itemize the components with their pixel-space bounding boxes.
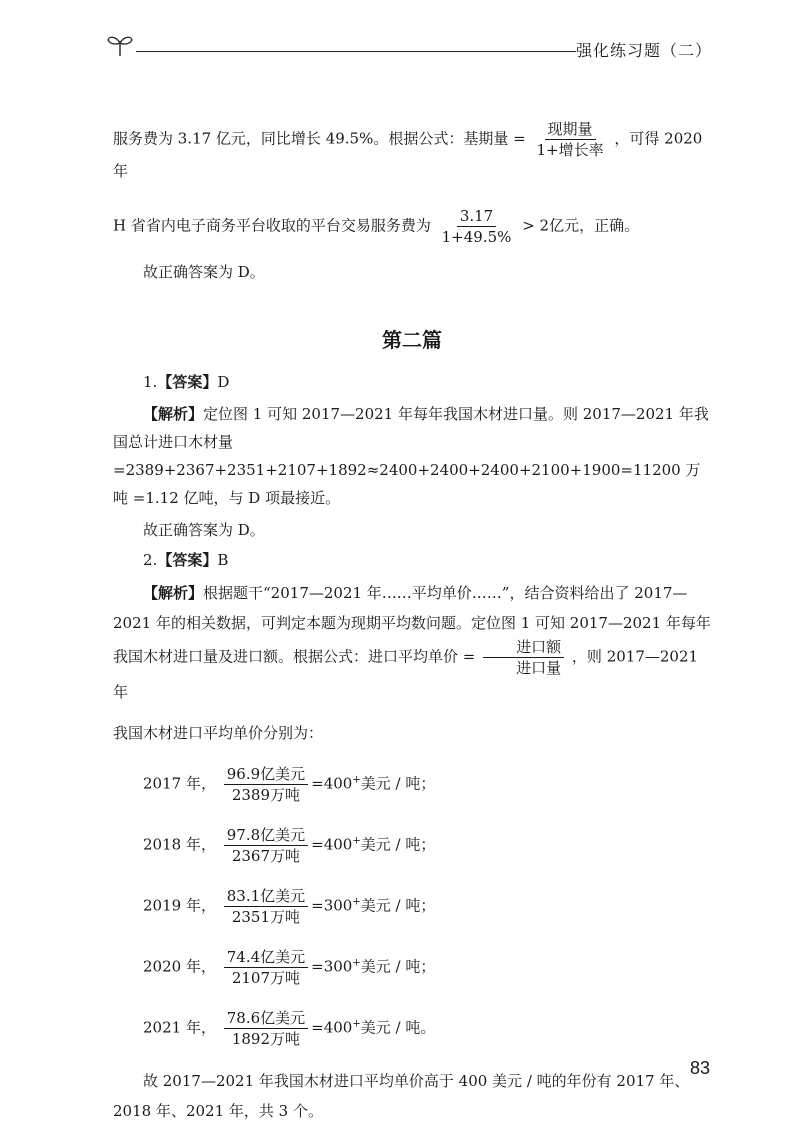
formula-calc <box>439 207 515 246</box>
section-title: 第二篇 <box>382 328 442 352</box>
q2-number: 2. <box>143 551 158 569</box>
price-sup: + <box>352 896 361 908</box>
price-fraction <box>224 765 308 804</box>
price-fraction <box>224 826 308 865</box>
formula-denominator: 1+49.5% <box>441 228 512 246</box>
answer-tag: 【答案】 <box>157 551 218 569</box>
q1-analysis <box>113 400 711 512</box>
price-value: =400 <box>311 835 353 854</box>
fraction-numerator: 74.4亿美元 <box>224 948 308 968</box>
sprout-icon <box>106 32 134 58</box>
year-line-2017 <box>143 765 711 804</box>
q2-analysis-tail: ，则 2017—2021 年 <box>113 647 699 701</box>
price-value: =300 <box>311 896 353 915</box>
prev-line-1-tail: ，可得 2020 年 <box>113 129 703 180</box>
fraction-denominator: 2367万吨 <box>231 847 301 865</box>
formula-numerator: 进口额 <box>483 638 564 658</box>
q2-answer-value: B <box>217 551 229 569</box>
fraction-denominator: 2351万吨 <box>231 908 301 926</box>
price-unit: 美元 / 吨； <box>360 835 436 854</box>
q1-answer-value: D <box>217 373 230 391</box>
year-label: 2020 年， <box>143 957 216 976</box>
formula-denominator: 1+增长率 <box>536 141 604 159</box>
year-price-list <box>113 765 711 1048</box>
page-content <box>113 120 711 1126</box>
prev-line-2-tail: > 2亿元，正确。 <box>522 216 640 235</box>
q1-number: 1. <box>143 373 158 391</box>
price-value: =400 <box>311 774 353 793</box>
q1-answer <box>113 370 711 394</box>
analysis-tag: 【解析】 <box>143 584 204 602</box>
formula-denominator: 进口量 <box>516 659 562 677</box>
fraction-denominator: 2389万吨 <box>231 786 301 804</box>
analysis-tag: 【解析】 <box>143 405 204 423</box>
year-label: 2019 年， <box>143 896 216 915</box>
prev-line-2 <box>113 207 711 246</box>
price-value: =400 <box>311 1018 353 1037</box>
price-value: =300 <box>311 957 353 976</box>
page-number: 83 <box>689 1058 710 1078</box>
q2-list-intro: 我国木材进口平均单价分别为： <box>113 724 324 742</box>
year-line-2020 <box>143 948 711 987</box>
year-label: 2017 年， <box>143 774 216 793</box>
price-sup: + <box>352 1018 361 1030</box>
q2-answer <box>113 548 711 572</box>
price-fraction <box>224 948 308 987</box>
answer-tag: 【答案】 <box>157 373 218 391</box>
prev-line-1 <box>113 120 711 183</box>
price-sup: + <box>352 957 361 969</box>
year-label: 2018 年， <box>143 835 216 854</box>
formula-numerator: 现期量 <box>545 120 596 140</box>
fraction-numerator: 78.6亿美元 <box>224 1009 308 1029</box>
formula-numerator: 3.17 <box>457 207 496 227</box>
price-unit: 美元 / 吨； <box>360 957 436 976</box>
formula-unit-price <box>483 638 564 677</box>
header-title: 强化练习题（二） <box>575 41 712 60</box>
q1-analysis-text: 定位图 1 可知 2017—2021 年每年我国木材进口量。则 2017—2021 年我国总计进口木材量 =2389+2367+2351+2107+1892≈2400+2400+2400+2100+1900=11200 万吨 =1.12 亿吨，与 D 项最接近。 <box>113 405 709 507</box>
year-line-2019 <box>143 887 711 926</box>
fraction-numerator: 96.9亿美元 <box>224 765 308 785</box>
prev-conclusion: 故正确答案为 D。 <box>143 263 265 281</box>
price-unit: 美元 / 吨； <box>360 774 436 793</box>
year-line-2021 <box>143 1009 711 1048</box>
q1-conclusion: 故正确答案为 D。 <box>143 521 265 539</box>
prev-line-2-text: H 省省内电子商务平台收取的平台交易服务费为 <box>113 216 431 235</box>
price-unit: 美元 / 吨； <box>360 896 436 915</box>
price-sup: + <box>352 835 361 847</box>
q2-final: 故 2017—2021 年我国木材进口平均单价高于 400 美元 / 吨的年份有 2017 年、2018 年、2021 年，共 3 个。 <box>113 1072 690 1120</box>
price-unit: 美元 / 吨。 <box>360 1018 436 1037</box>
fraction-denominator: 2107万吨 <box>231 969 301 987</box>
price-sup: + <box>352 774 361 786</box>
formula-base-period <box>533 120 606 159</box>
prev-line-1-text: 服务费为 3.17 亿元，同比增长 49.5%。根据公式：基期量 = <box>113 129 526 148</box>
price-fraction <box>224 887 308 926</box>
q2-analysis <box>113 578 711 707</box>
page-header <box>106 32 712 62</box>
fraction-denominator: 1892万吨 <box>231 1030 301 1048</box>
header-rule <box>136 51 576 52</box>
fraction-numerator: 83.1亿美元 <box>224 887 308 907</box>
year-line-2018 <box>143 826 711 865</box>
price-fraction <box>224 1009 308 1048</box>
fraction-numerator: 97.8亿美元 <box>224 826 308 846</box>
q2-analysis-text: 根据题干“2017—2021 年……平均单价……”，结合资料给出了 2017—2021 年的相关数据，可判定本题为现期平均数问题。定位图 1 可知 2017—2021 年每年我国木材进口量及进口额。根据公式：进口平均单价 = <box>113 584 711 666</box>
year-label: 2021 年， <box>143 1018 216 1037</box>
